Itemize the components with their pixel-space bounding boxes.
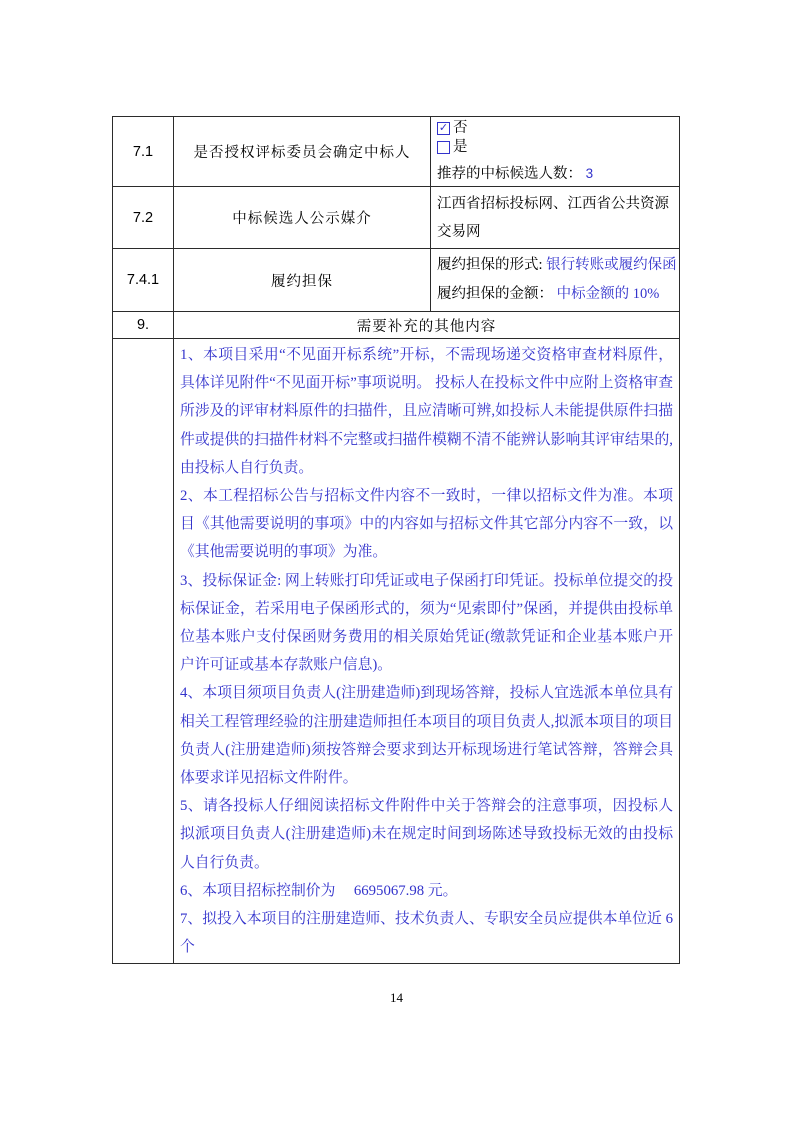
option-no-label: 否	[453, 120, 468, 136]
guarantee-form-label: 履约担保的形式:	[437, 257, 547, 273]
notes-cell	[174, 339, 680, 964]
page-number: 14	[390, 990, 403, 1005]
option-no	[437, 119, 673, 138]
row-9-label: 需要补充的其他内容	[174, 312, 680, 339]
row-7-1-label: 是否授权评标委员会确定中标人	[174, 117, 431, 187]
candidates-line	[437, 164, 673, 184]
row-7-2-label: 中标候选人公示媒介	[174, 187, 431, 249]
note-item-5: 5、请各投标人仔细阅读招标文件附件中关于答辩会的注意事项，因投标人拟派项目负责人(注册建造师)未在规定时间到场陈述导致投标无效的由投标人自行负责。	[180, 798, 673, 871]
guarantee-form-line	[437, 251, 677, 280]
option-yes-label: 是	[453, 139, 468, 155]
guarantee-amount-label: 履约担保的金额：	[437, 286, 557, 302]
table-row-notes	[113, 339, 680, 964]
row-7-4-1-label: 履约担保	[174, 249, 431, 312]
note-item-2: 2、本工程招标公告与招标文件内容不一致时，一律以招标文件为准。本项目《其他需要说明的事项》中的内容如与招标文件其它部分内容不一致，以《其他需要说明的事项》为准。	[180, 488, 673, 561]
guarantee-form-value: 银行转账或履约保函	[546, 257, 677, 273]
option-yes	[437, 138, 673, 157]
table-row-7-2	[113, 187, 680, 249]
row-7-2-value: 江西省招标投标网、江西省公共资源交易网	[431, 187, 680, 249]
row-7-1-code: 7.1	[113, 117, 174, 187]
candidates-label: 推荐的中标候选人数：	[437, 166, 582, 182]
row-7-4-1-code: 7.4.1	[113, 249, 174, 312]
tender-terms-table	[112, 116, 680, 964]
row-9-code: 9.	[113, 312, 174, 339]
note-item-1: 1、本项目采用“不见面开标系统”开标，不需现场递交资格审查材料原件，具体详见附件“不见面开标”事项说明。 投标人在投标文件中应附上资格审查所涉及的评审材料原件的扫描件，且应清晰可辨,如投标人未能提供原件扫描件或提供的扫描件材料不完整或扫描件模糊不清不能辨认影响其评审结果的,由投标人自行负责。	[180, 347, 673, 476]
row-7-2-code: 7.2	[113, 187, 174, 249]
table-row-7-1	[113, 117, 680, 187]
table-row-9	[113, 312, 680, 339]
row-7-1-value	[431, 117, 680, 187]
guarantee-amount-value: 中标金额的 10%	[556, 286, 660, 302]
note-item-6: 6、本项目招标控制价为 6695067.98 元。	[180, 882, 458, 899]
note-item-7: 7、拟投入本项目的注册建造师、技术负责人、专职安全员应提供本单位近 6 个	[180, 911, 673, 956]
note-item-4: 4、本项目须项目负责人(注册建造师)到现场答辩，投标人宜选派本单位具有相关工程管理经验的注册建造师担任本项目的项目负责人,拟派本项目的项目负责人(注册建造师)须按答辩会要求到达开标现场进行笔试答辩，答辩会具体要求详见招标文件附件。	[180, 685, 673, 787]
checkbox-checked-icon[interactable]: ✓	[438, 121, 449, 134]
supplementary-notes	[180, 341, 673, 961]
note-item-3: 3、投标保证金: 网上转账打印凭证或电子保函打印凭证。投标单位提交的投标保证金，若采用电子保函形式的，须为“见索即付”保函，并提供由投标单位基本账户支付保函财务费用的相关原始凭证(缴款凭证和企业基本账户开户许可证或基本存款账户信息)。	[180, 572, 673, 674]
table-row-7-4-1	[113, 249, 680, 312]
checkbox-unchecked-icon[interactable]	[437, 141, 450, 154]
row-7-4-1-value	[431, 249, 680, 312]
candidates-value: 3	[585, 166, 594, 181]
notes-empty-cell	[113, 339, 174, 964]
guarantee-amount-line	[437, 280, 673, 309]
